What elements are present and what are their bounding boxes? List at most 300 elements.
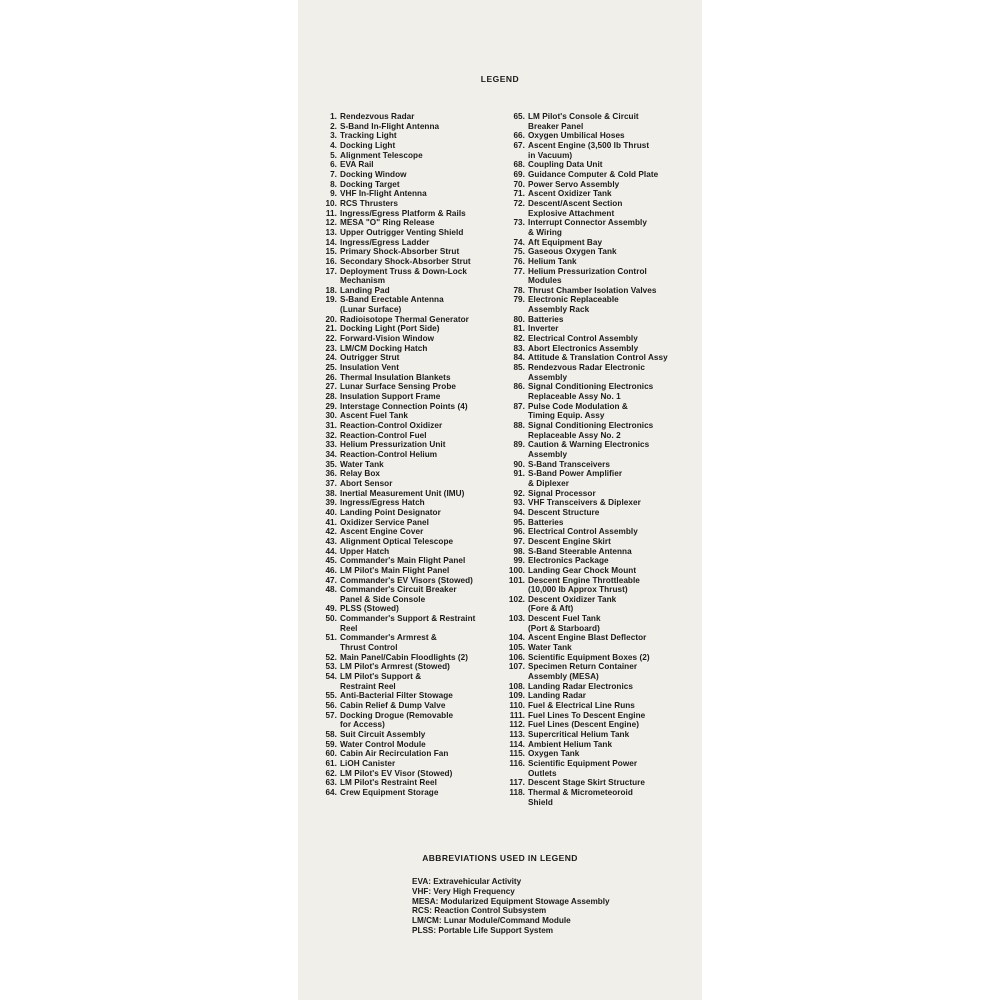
legend-item-text: LM Pilot's Armrest (Stowed) xyxy=(340,662,450,672)
legend-item-text: S-Band Steerable Antenna xyxy=(528,546,632,556)
legend-item-text: VHF In-Flight Antenna xyxy=(340,189,427,199)
legend-item-text: Specimen Return Container Assembly (MESA) xyxy=(528,662,638,682)
legend-item-number: 114. xyxy=(509,739,525,749)
legend-item xyxy=(316,450,506,460)
legend-item-text: Oxygen Tank xyxy=(528,749,580,759)
legend-item-number: 22. xyxy=(325,334,337,344)
legend-item-text: Helium Pressurization Unit xyxy=(340,440,446,450)
legend-item xyxy=(316,440,506,450)
legend-item-text: Docking Drogue (Removable for Access) xyxy=(340,710,454,730)
legend-item-number: 11. xyxy=(325,208,337,218)
legend-item-number: 108. xyxy=(508,681,525,691)
legend-item xyxy=(316,131,506,141)
legend-item xyxy=(504,382,696,401)
legend-item-number: 1. xyxy=(330,112,337,121)
legend-item-text: Ascent Engine Cover xyxy=(340,527,424,537)
legend-item-number: 16. xyxy=(325,256,337,266)
legend-item-text: Insulation Support Frame xyxy=(340,392,441,402)
legend-item-number: 19. xyxy=(325,295,337,305)
legend-item xyxy=(504,711,696,721)
legend-item-number: 85. xyxy=(513,363,525,373)
legend-item-text: Thermal Insulation Blankets xyxy=(340,372,451,382)
legend-item-text: Caution & Warning Electronics Assembly xyxy=(528,440,650,459)
legend-item-text: LM Pilot's Main Flight Panel xyxy=(340,565,450,575)
legend-item xyxy=(504,344,696,354)
legend-item xyxy=(316,711,506,730)
legend-item-text: Ascent Fuel Tank xyxy=(340,411,408,421)
legend-item-number: 115. xyxy=(509,749,525,759)
legend-item xyxy=(316,199,506,209)
legend-item-number: 40. xyxy=(325,507,337,517)
legend-item-number: 55. xyxy=(325,691,337,701)
legend-item xyxy=(316,701,506,711)
legend-item-text: Docking Target xyxy=(340,179,400,189)
legend-item xyxy=(504,614,696,633)
legend-item xyxy=(504,749,696,759)
legend-item xyxy=(316,769,506,779)
legend-item-text: Batteries xyxy=(528,517,564,527)
legend-item xyxy=(504,643,696,653)
legend-item xyxy=(504,547,696,557)
legend-item-text: Attitude & Translation Control Assy xyxy=(528,353,668,363)
legend-item-text: Aft Equipment Bay xyxy=(528,237,603,247)
legend-item-number: 118. xyxy=(509,787,525,797)
legend-item-text: Oxygen Umbilical Hoses xyxy=(528,131,625,141)
legend-item-number: 83. xyxy=(513,343,525,353)
legend-item-number: 6. xyxy=(330,160,337,170)
legend-item-text: Thermal & Micrometeoroid Shield xyxy=(528,787,633,807)
legend-item-text: Descent Stage Skirt Structure xyxy=(528,778,646,788)
legend-item-number: 106. xyxy=(508,652,525,662)
legend-item-text: Landing Gear Chock Mount xyxy=(528,565,637,575)
legend-item-text: Descent Fuel Tank (Port & Starboard) xyxy=(528,614,601,633)
legend-item xyxy=(504,324,696,334)
legend-item-text: Descent Engine Skirt xyxy=(528,536,611,546)
legend-item-text: Abort Sensor xyxy=(340,478,393,488)
legend-item-number: 18. xyxy=(325,285,337,295)
legend-item-number: 43. xyxy=(325,536,337,546)
legend-item-number: 70. xyxy=(513,179,525,189)
legend-item-number: 77. xyxy=(513,266,525,276)
legend-item-number: 10. xyxy=(325,198,337,208)
legend-item xyxy=(504,267,696,286)
legend-item xyxy=(316,247,506,257)
legend-item-text: Upper Hatch xyxy=(340,546,390,556)
legend-item xyxy=(504,682,696,692)
legend-item-text: Cabin Relief & Dump Valve xyxy=(340,701,446,711)
legend-item-number: 14. xyxy=(325,237,337,247)
legend-item xyxy=(316,431,506,441)
legend-item-text: Water Control Module xyxy=(340,739,426,749)
legend-item-number: 67. xyxy=(513,140,525,150)
legend-item-number: 82. xyxy=(513,334,525,344)
legend-item xyxy=(316,112,506,122)
legend-column-right xyxy=(504,112,696,807)
legend-item-number: 4. xyxy=(330,140,337,150)
legend-item-text: Rendezvous Radar xyxy=(340,112,415,121)
legend-item xyxy=(504,286,696,296)
legend-item-text: LiOH Canister xyxy=(340,758,396,768)
legend-item-number: 100. xyxy=(508,565,525,575)
legend-item xyxy=(316,363,506,373)
legend-item-number: 41. xyxy=(325,517,337,527)
legend-item xyxy=(504,315,696,325)
legend-item-number: 105. xyxy=(508,643,525,653)
legend-item-number: 48. xyxy=(325,585,337,595)
legend-item xyxy=(316,257,506,267)
legend-item-number: 96. xyxy=(513,527,525,537)
legend-item-number: 44. xyxy=(325,546,337,556)
legend-item xyxy=(504,691,696,701)
legend-item-number: 36. xyxy=(325,469,337,479)
legend-item xyxy=(316,151,506,161)
legend-item-text: Scientific Equipment Boxes (2) xyxy=(528,652,650,662)
legend-item-number: 69. xyxy=(513,169,525,179)
legend-item-text: LM Pilot's EV Visor (Stowed) xyxy=(340,768,453,778)
legend-item xyxy=(504,537,696,547)
legend-item-number: 2. xyxy=(330,121,337,131)
legend-item-number: 51. xyxy=(325,633,337,643)
legend-item-text: Interrupt Connector Assembly & Wiring xyxy=(528,218,647,237)
legend-item xyxy=(504,141,696,160)
legend-item-number: 94. xyxy=(513,507,525,517)
legend-item-text: Docking Window xyxy=(340,169,407,179)
legend-item-number: 23. xyxy=(325,343,337,353)
legend-item-number: 81. xyxy=(513,324,525,334)
legend-item-number: 91. xyxy=(513,469,525,479)
legend-item-number: 29. xyxy=(325,401,337,411)
legend-item xyxy=(316,489,506,499)
legend-item-text: Reaction-Control Fuel xyxy=(340,430,427,440)
legend-item-text: Relay Box xyxy=(340,469,381,479)
legend-item xyxy=(504,170,696,180)
legend-item-text: Helium Pressurization Control Modules xyxy=(528,266,647,286)
legend-item-text: Rendezvous Radar Electronic Assembly xyxy=(528,363,645,382)
legend-item-number: 80. xyxy=(513,314,525,324)
legend-item-number: 46. xyxy=(325,565,337,575)
legend-item-text: Tracking Light xyxy=(340,131,397,141)
legend-item-number: 73. xyxy=(513,218,525,228)
legend-item-text: Docking Light (Port Side) xyxy=(340,324,440,334)
legend-item-number: 86. xyxy=(513,382,525,392)
legend-item xyxy=(316,421,506,431)
legend-item xyxy=(316,759,506,769)
legend-item-number: 78. xyxy=(513,285,525,295)
legend-item-number: 111. xyxy=(509,710,525,720)
legend-item-number: 98. xyxy=(513,546,525,556)
legend-item-text: Suit Circuit Assembly xyxy=(340,730,426,739)
legend-item xyxy=(504,508,696,518)
legend-item-number: 38. xyxy=(325,488,337,498)
legend-item-number: 90. xyxy=(513,459,525,469)
legend-item xyxy=(316,691,506,701)
legend-item xyxy=(504,595,696,614)
legend-item-number: 8. xyxy=(330,179,337,189)
legend-item xyxy=(316,469,506,479)
legend-item xyxy=(504,363,696,382)
legend-item-number: 71. xyxy=(513,189,525,199)
legend-item xyxy=(504,556,696,566)
legend-item xyxy=(316,170,506,180)
legend-item-text: Inverter xyxy=(528,324,559,334)
legend-item-number: 28. xyxy=(325,392,337,402)
legend-item-text: Descent Engine Throttleable (10,000 lb Approx Thrust) xyxy=(528,575,640,595)
legend-item-text: LM Pilot's Support & Restraint Reel xyxy=(340,672,422,691)
legend-item xyxy=(504,131,696,141)
legend-item-number: 76. xyxy=(513,256,525,266)
legend-item-number: 50. xyxy=(325,614,337,624)
legend-item-number: 33. xyxy=(325,440,337,450)
legend-item-text: Descent Structure xyxy=(528,507,600,517)
legend-item-text: Electronic Replaceable Assembly Rack xyxy=(528,295,619,315)
legend-item-text: Batteries xyxy=(528,314,564,324)
legend-item xyxy=(316,286,506,296)
legend-item-text: Ascent Oxidizer Tank xyxy=(528,189,612,199)
legend-item-text: Electrical Control Assembly xyxy=(528,334,638,344)
legend-item xyxy=(504,440,696,459)
legend-item xyxy=(316,614,506,633)
legend-item xyxy=(504,720,696,730)
legend-item-text: Signal Conditioning Electronics Replaceable Assy No. 2 xyxy=(528,421,654,440)
legend-item-number: 75. xyxy=(513,247,525,257)
legend-item xyxy=(504,759,696,778)
legend-item-text: Outrigger Strut xyxy=(340,353,400,363)
legend-item xyxy=(316,315,506,325)
legend-item-text: Electrical Control Assembly xyxy=(528,527,638,537)
legend-item xyxy=(504,199,696,218)
legend-item-text: Primary Shock-Absorber Strut xyxy=(340,247,460,257)
legend-item xyxy=(316,566,506,576)
legend-item-text: Water Tank xyxy=(528,643,572,653)
legend-item xyxy=(504,566,696,576)
legend-item-number: 59. xyxy=(325,739,337,749)
legend-item-number: 31. xyxy=(325,421,337,430)
legend-title: LEGEND xyxy=(480,74,520,84)
legend-item xyxy=(504,662,696,681)
legend-item-number: 103. xyxy=(508,614,525,624)
legend-item xyxy=(504,469,696,488)
legend-item-number: 15. xyxy=(325,247,337,257)
legend-item-text: Descent Oxidizer Tank (Fore & Aft) xyxy=(528,594,617,614)
legend-item-number: 32. xyxy=(325,430,337,440)
legend-item xyxy=(316,334,506,344)
legend-item-text: Helium Tank xyxy=(528,256,577,266)
legend-item xyxy=(316,576,506,586)
legend-item-text: Ascent Engine Blast Deflector xyxy=(528,633,647,643)
legend-item-text: Fuel Lines To Descent Engine xyxy=(528,710,646,720)
legend-item xyxy=(316,730,506,740)
legend-item xyxy=(316,508,506,518)
legend-item-number: 35. xyxy=(325,459,337,469)
legend-item-text: EVA Rail xyxy=(340,160,374,170)
abbreviations-title: ABBREVIATIONS USED IN LEGEND xyxy=(422,853,578,863)
legend-item xyxy=(316,392,506,402)
legend-item-number: 52. xyxy=(325,652,337,662)
legend-item-text: Commander's Support & Restraint Reel xyxy=(340,614,476,633)
legend-item-number: 47. xyxy=(325,575,337,585)
legend-sheet xyxy=(298,0,702,1000)
legend-item-number: 84. xyxy=(513,353,525,363)
legend-item-text: Power Servo Assembly xyxy=(528,179,620,189)
legend-item-number: 58. xyxy=(325,730,337,739)
legend-item-text: Landing Radar Electronics xyxy=(528,681,633,691)
legend-item xyxy=(316,209,506,219)
legend-item xyxy=(504,334,696,344)
legend-item-number: 116. xyxy=(509,758,525,768)
legend-item-text: Supercritical Helium Tank xyxy=(528,730,630,739)
legend-item xyxy=(316,218,506,228)
legend-item xyxy=(316,460,506,470)
legend-item-text: Ingress/Egress Hatch xyxy=(340,498,425,508)
legend-item-text: Forward-Vision Window xyxy=(340,334,435,344)
legend-item-text: Landing Pad xyxy=(340,285,390,295)
legend-item-text: S-Band Erectable Antenna (Lunar Surface) xyxy=(340,295,444,315)
legend-item-number: 53. xyxy=(325,662,337,672)
legend-item-number: 89. xyxy=(513,440,525,450)
legend-item xyxy=(316,180,506,190)
legend-item-number: 87. xyxy=(513,401,525,411)
legend-item xyxy=(316,653,506,663)
legend-item-number: 60. xyxy=(325,749,337,759)
legend-item-text: Alignment Telescope xyxy=(340,150,423,160)
legend-item-text: Alignment Optical Telescope xyxy=(340,536,454,546)
legend-item xyxy=(316,267,506,286)
legend-item-number: 117. xyxy=(509,778,525,788)
legend-item-text: Main Panel/Cabin Floodlights (2) xyxy=(340,652,469,662)
legend-item xyxy=(316,662,506,672)
legend-item xyxy=(504,160,696,170)
legend-item xyxy=(316,122,506,132)
legend-item xyxy=(504,421,696,440)
legend-item-number: 45. xyxy=(325,556,337,566)
legend-item xyxy=(504,653,696,663)
legend-item-text: Scientific Equipment Power Outlets xyxy=(528,758,638,778)
legend-item xyxy=(504,112,696,131)
legend-item xyxy=(504,402,696,421)
legend-item xyxy=(316,411,506,421)
legend-item-text: S-Band In-Flight Antenna xyxy=(340,121,440,131)
legend-item-number: 101. xyxy=(508,575,525,585)
legend-item-number: 34. xyxy=(325,449,337,459)
legend-item-text: Landing Point Designator xyxy=(340,507,441,517)
legend-item xyxy=(504,257,696,267)
legend-item-number: 109. xyxy=(508,691,525,701)
abbreviation-item: LM/CM: Lunar Module/Command Module xyxy=(412,916,571,926)
legend-item-number: 57. xyxy=(325,710,337,720)
legend-item-number: 113. xyxy=(509,730,525,739)
legend-item xyxy=(316,141,506,151)
legend-item-number: 12. xyxy=(325,218,337,228)
legend-item xyxy=(504,460,696,470)
legend-item-number: 97. xyxy=(513,536,525,546)
legend-item xyxy=(316,373,506,383)
legend-item-text: S-Band Transceivers xyxy=(528,459,610,469)
legend-item xyxy=(504,489,696,499)
legend-item-text: Ascent Engine (3,500 lb Thrust in Vacuum) xyxy=(528,140,650,160)
legend-item-number: 93. xyxy=(513,498,525,508)
legend-item-text: Upper Outrigger Venting Shield xyxy=(340,227,464,237)
legend-item xyxy=(316,344,506,354)
legend-item xyxy=(504,576,696,595)
legend-item xyxy=(504,218,696,237)
legend-item-number: 99. xyxy=(513,556,525,566)
legend-item-text: Radioisotope Thermal Generator xyxy=(340,314,469,324)
legend-item-text: LM Pilot's Restraint Reel xyxy=(340,778,437,788)
legend-item xyxy=(316,160,506,170)
legend-item xyxy=(316,547,506,557)
legend-item xyxy=(316,537,506,547)
legend-item-number: 37. xyxy=(325,478,337,488)
legend-item xyxy=(316,518,506,528)
legend-item-text: Electronics Package xyxy=(528,556,609,566)
legend-item-text: Signal Conditioning Electronics Replaceable Assy No. 1 xyxy=(528,382,654,402)
legend-item-text: Secondary Shock-Absorber Strut xyxy=(340,256,471,266)
abbreviation-item: RCS: Reaction Control Subsystem xyxy=(412,906,547,916)
legend-item xyxy=(316,585,506,604)
legend-item-number: 62. xyxy=(325,768,337,778)
legend-item-text: Reaction-Control Oxidizer xyxy=(340,421,443,430)
legend-item xyxy=(504,189,696,199)
legend-item-number: 95. xyxy=(513,517,525,527)
legend-item-text: Commander's Armrest & Thrust Control xyxy=(340,633,437,653)
legend-item-text: Ambient Helium Tank xyxy=(528,739,613,749)
legend-item xyxy=(504,730,696,740)
legend-item xyxy=(316,788,506,798)
legend-item-text: Anti-Bacterial Filter Stowage xyxy=(340,691,453,701)
legend-item xyxy=(316,527,506,537)
legend-item-text: Lunar Surface Sensing Probe xyxy=(340,382,457,392)
legend-item-text: Oxidizer Service Panel xyxy=(340,517,429,527)
legend-item-text: Commander's EV Visors (Stowed) xyxy=(340,575,473,585)
legend-item-number: 7. xyxy=(330,169,337,179)
legend-item-number: 64. xyxy=(325,787,337,797)
legend-item xyxy=(316,633,506,652)
legend-item-number: 30. xyxy=(325,411,337,421)
legend-item xyxy=(316,324,506,334)
legend-item-number: 72. xyxy=(513,198,525,208)
legend-item-text: Reaction-Control Helium xyxy=(340,449,438,459)
legend-item-number: 66. xyxy=(513,131,525,141)
legend-item-text: Cabin Air Recirculation Fan xyxy=(340,749,449,759)
legend-item-text: MESA "O" Ring Release xyxy=(340,218,435,228)
legend-item xyxy=(504,353,696,363)
legend-item xyxy=(316,295,506,314)
legend-item xyxy=(316,749,506,759)
legend-item xyxy=(316,382,506,392)
legend-item-number: 61. xyxy=(325,758,337,768)
legend-item-text: Gaseous Oxygen Tank xyxy=(528,247,617,257)
legend-item-text: Ingress/Egress Ladder xyxy=(340,237,430,247)
legend-item-number: 42. xyxy=(325,527,337,537)
legend-item xyxy=(316,604,506,614)
legend-item-text: Interstage Connection Points (4) xyxy=(340,401,468,411)
legend-item-text: Descent/Ascent Section Explosive Attachment xyxy=(528,198,623,218)
legend-item xyxy=(316,238,506,248)
legend-item xyxy=(504,180,696,190)
legend-item-number: 68. xyxy=(513,160,525,170)
legend-item-text: Insulation Vent xyxy=(340,363,399,373)
legend-item-text: Fuel & Electrical Line Runs xyxy=(528,701,635,711)
abbreviation-item: MESA: Modularized Equipment Stowage Assembly xyxy=(412,896,610,906)
legend-item-text: Signal Processor xyxy=(528,488,596,498)
legend-column-left xyxy=(316,112,506,798)
legend-item-text: Water Tank xyxy=(340,459,384,469)
legend-item-text: VHF Transceivers & Diplexer xyxy=(528,498,641,508)
legend-item-number: 110. xyxy=(509,701,525,711)
legend-item-text: S-Band Power Amplifier & Diplexer xyxy=(528,469,623,488)
legend-item-number: 21. xyxy=(325,324,337,334)
legend-item xyxy=(504,247,696,257)
